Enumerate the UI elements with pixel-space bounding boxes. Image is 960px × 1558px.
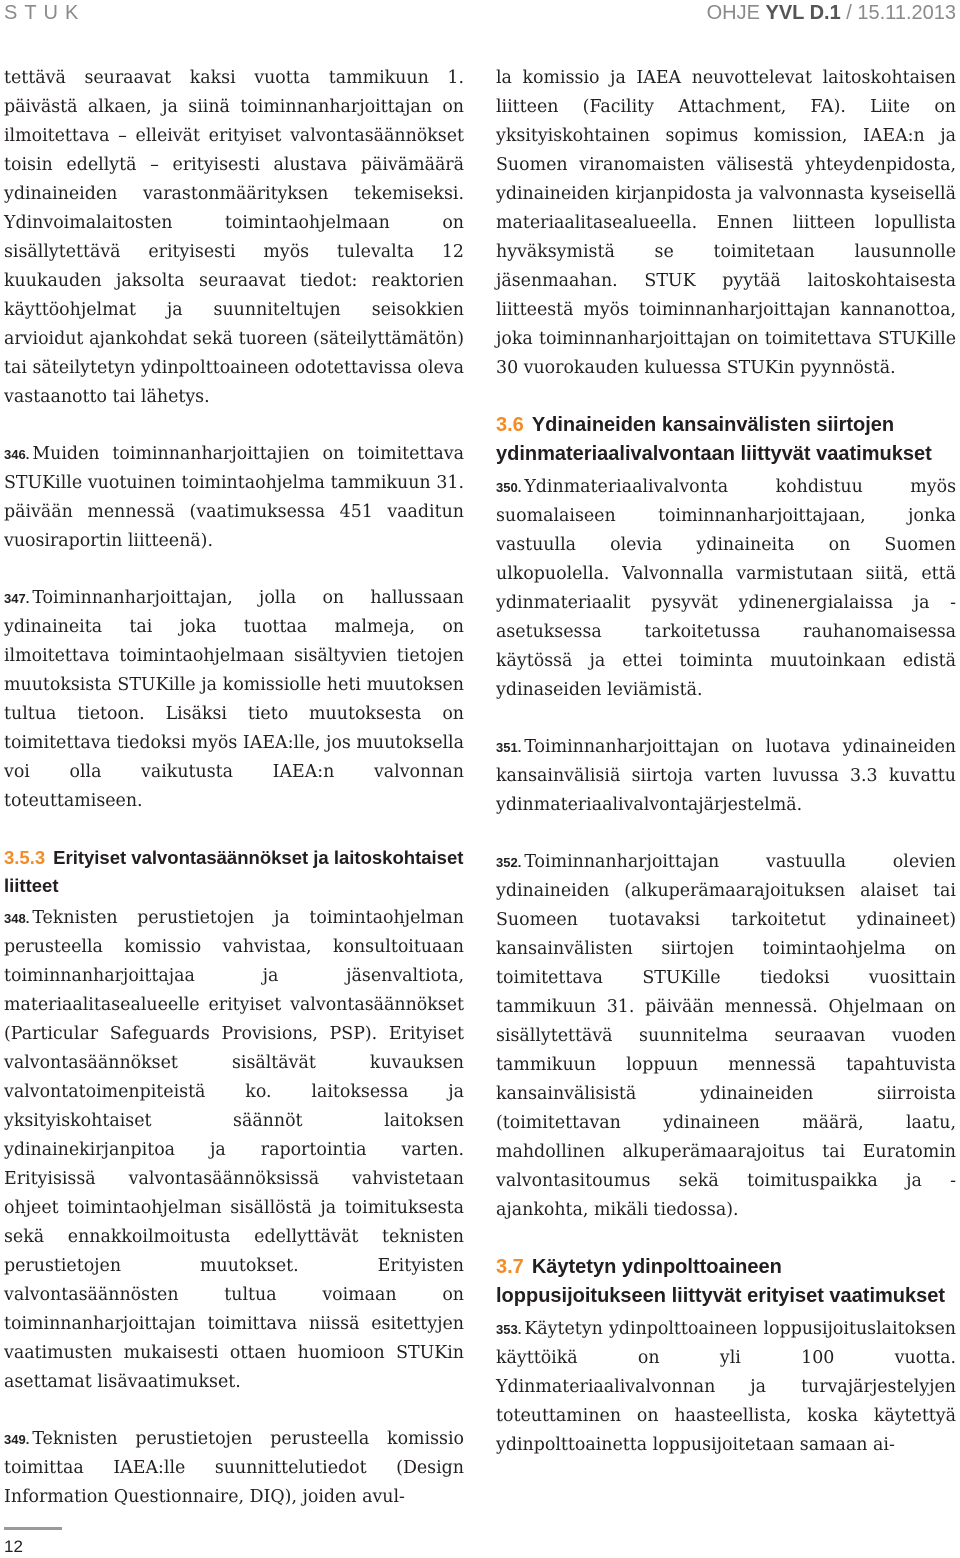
paragraph-text: Toiminnanharjoittajan, jolla on hallussaan ydinaineita tai joka tuottaa malmeja, on ilmoitettava toimintaohjelmaan sisältyvien tietojen muutoksista STUKille ja komissiolle heti muutoksen tultua tietoon. Lisäksi tieto muutoksesta on toimitettava tiedoksi myös IAEA:lle, jos muutoksella voi olla vaikutusta IAEA:n valvonnan toteuttamiseen. (4, 588, 464, 811)
paragraph (496, 64, 956, 383)
paragraph-number: 351. (496, 740, 522, 755)
paragraph-number: 346. (4, 447, 30, 462)
paragraph (4, 584, 464, 816)
page-number: 12 (4, 1537, 23, 1556)
paragraph (4, 904, 464, 1397)
paragraph-text: Teknisten perustietojen ja toimintaohjelman perusteella komissio vahvistaa, konsultoituaan toiminnanharjoittajaa ja jäsenvaltiota, materiaalitasealueelle erityiset valvontasäännökset (Particular Safeguards Provisions, PSP). Erityiset valvontasäännökset sisältävät kuvauksen valvontatoimenpiteistä ko. laitoksessa ja yksityiskohtaiset säännöt laitoksen ydinainekirjanpitoa ja raportointia varten. Erityisissä valvontasäännöksissä vahvistetaan ohjeet toimintaohjelman sisällöstä ja toimituksesta sekä ennakkoilmoitusta edellyttävät teknisten perustietojen muutokset. Erityisten valvontasäännösten tultua voimaan on toiminnanharjoittajan toimittava niissä esitettyjen vaatimusten mukaisesti ottaen huomioon STUKin asettamat lisävaatimukset. (4, 908, 464, 1392)
paragraph-text: Muiden toiminnanharjoittajien on toimitettava STUKille vuotuinen toimintaohjelma tammikuun 31. päivään mennessä (vaatimuksessa 451 vaaditun vuosiraportin liitteenä). (4, 444, 464, 551)
header-doc-id (707, 2, 956, 25)
paragraph (4, 440, 464, 556)
paragraph-number: 349. (4, 1432, 30, 1447)
paragraph (496, 848, 956, 1225)
section-number: 3.6 (496, 414, 524, 436)
paragraph (496, 733, 956, 820)
paragraph-text: tettävä seuraavat kaksi vuotta tammikuun 1. päivästä alkaen, ja siinä toiminnanharjoittajan on ilmoitettava – elleivät erityiset valvontasäännökset toisin edellytä – erityisesti alustava päivämäärä ydinaineiden varastonmäärityksen tekemiseksi. Ydinvoimalaitosten toimintaohjelmaan on sisällytettävä erityisesti myös tulevalta 12 kuukauden jaksolta seuraavat tiedot: reaktorien käyttöohjelmat ja suunniteltujen seisokkien arvioidut ajankohdat sekä tuoreen (säteilyttämätön) tai säteilytetyn ydinpolttoaineen odotettavissa oleva vastaanotto tai lähetys. (4, 68, 464, 407)
section-number: 3.5.3 (4, 847, 46, 868)
header-org: STUK (4, 2, 86, 24)
footer-rule (4, 1527, 62, 1530)
running-header (0, 2, 960, 32)
section-number: 3.7 (496, 1256, 524, 1278)
paragraph-text: Toiminnanharjoittajan vastuulla olevien ydinaineiden (alkuperämaarajoituksen alaiset tai Suomeen tuotavaksi tarkoitetut ydinaineet) kansainvälisten siirtojen toimintaohjelma on toimitettava STUKille tiedoksi vuosittain tammikuun 31. päivään mennessä. Ohjelmaan on sisällytettävä suunnitelma seuraavan vuoden tammikuun loppuun mennessä tapahtuvista kansainvälisistä ydinaineiden siirroista (toimitettavan ydinaineen määrä, laatu, mahdollinen alkuperämaarajoitus tai Euratomin valvontasitoumus sekä toimituspaikka ja -ajankohta, mikäli tiedossa). (496, 852, 956, 1220)
section-heading (496, 1253, 956, 1311)
header-doc-prefix: OHJE (706, 2, 766, 24)
paragraph (496, 473, 956, 705)
paragraph-text: la komissio ja IAEA neuvottelevat laitoskohtaisen liitteen (Facility Attachment, FA). Liite on yksityiskohtainen sopimus komission, IAEA:n ja Suomen viranomaisten välisestä yhteydenpidosta, ydinaineiden kirjanpidosta ja valvonnasta kyseisellä materiaalitasealueella. Ennen liitteen lopullista hyväksymistä se toimitetaan lausunnolle jäsenmaahan. STUK pyytää laitoskohtaisesta liitteestä myös toiminnanharjoittajan kannanottoa, joka toiminnanharjoittajan on toimitettava STUKille 30 vuorokauden kuluessa STUKin pyynnöstä. (496, 68, 956, 378)
section-title: Erityiset valvontasäännökset ja laitoskohtaiset liitteet (4, 847, 464, 896)
paragraph-number: 353. (496, 1322, 522, 1337)
paragraph-text: Ydinmateriaalivalvonta kohdistuu myös suomalaiseen toiminnanharjoittajaan, jonka vastuulla olevia ydinaineita on Suomen ulkopuolella. Valvonnalla varmistutaan siitä, että ydinmateriaalit pysyvät ydinenergialaissa ja -asetuksessa tarkoitetussa rauhanomaisessa käytössä ja ettei toiminta muutoinkaan edistä ydinaseiden leviämistä. (496, 477, 956, 700)
section-title: Käytetyn ydinpolttoaineen loppusijoitukseen liittyvät erityiset vaatimukset (496, 1256, 946, 1307)
section-heading (4, 844, 464, 900)
paragraph (4, 64, 464, 412)
paragraph-number: 348. (4, 911, 30, 926)
left-column (4, 64, 464, 1540)
header-doc-date: / 15.11.2013 (840, 2, 956, 24)
paragraph-text: Käytetyn ydinpolttoaineen loppusijoituslaitoksen käyttöikä on yli 100 vuotta. Ydinmateriaalivalvonnan ja turvajärjestelyjen toteuttaminen on haasteellista, koska käytettyä ydinpolttoainetta loppusijoitetaan samaan ai- (496, 1319, 956, 1455)
paragraph-number: 352. (496, 855, 522, 870)
paragraph-number: 347. (4, 591, 30, 606)
paragraph-text: Toiminnanharjoittajan on luotava ydinaineiden kansainvälisiä siirtoja varten luvussa 3.3 kuvattu ydinmateriaalivalvontajärjestelmä. (496, 737, 956, 815)
paragraph (496, 1315, 956, 1460)
header-doc-code: YVL D.1 (765, 2, 841, 24)
section-heading (496, 411, 956, 469)
paragraph (4, 1425, 464, 1512)
paragraph-text: Teknisten perustietojen perusteella komissio toimittaa IAEA:lle suunnittelutiedot (Design Information Questionnaire, DIQ), joiden avul- (4, 1429, 464, 1507)
section-title: Ydinaineiden kansainvälisten siirtojen ydinmateriaalivalvontaan liittyvät vaatimukset (496, 414, 932, 465)
right-column (496, 64, 956, 1488)
paragraph-number: 350. (496, 480, 522, 495)
